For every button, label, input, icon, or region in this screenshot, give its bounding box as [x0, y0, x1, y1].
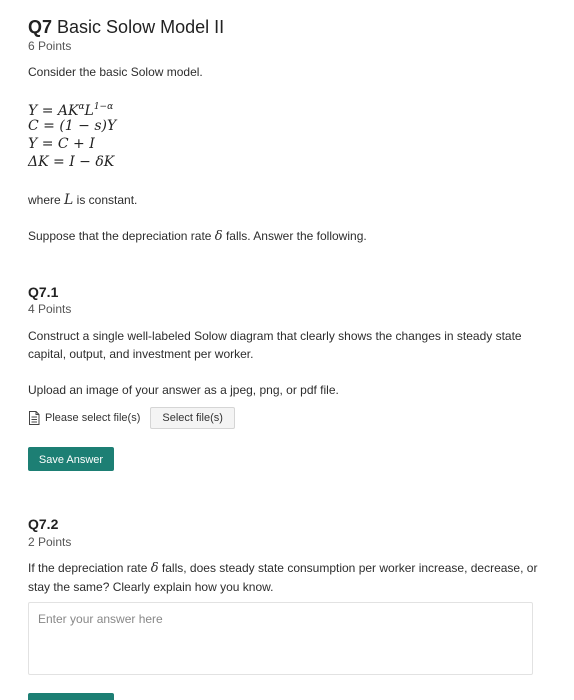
- q72-title: Q7.2: [28, 516, 59, 532]
- question-intro: Consider the basic Solow model.: [28, 65, 203, 79]
- q72-prompt: If the depreciation rate δ falls, does steady state consumption per worker increase, decrease, or stay the same? Clearly explain how you know.: [28, 561, 538, 594]
- equation-production: $Y = AK^\alpha L^{1-\alpha}$: [28, 102, 114, 119]
- q72-answer-input[interactable]: [28, 602, 533, 675]
- where-text: where L is constant.: [28, 192, 138, 208]
- file-upload-row: [28, 406, 235, 430]
- q71-upload-text: Upload an image of your answer as a jpeg, png, or pdf file.: [28, 383, 339, 397]
- question-number: Q7: [28, 17, 53, 37]
- q71-points: 4 Points: [28, 302, 72, 316]
- q71-prompt: Construct a single well-labeled Solow diagram that clearly shows the changes in steady state capital, output, and investment per worker.: [28, 329, 522, 361]
- q72-save-answer-button[interactable]: [28, 693, 114, 700]
- suppose-text: Suppose that the depreciation rate δ falls. Answer the following.: [28, 229, 367, 244]
- q71-title: Q7.1: [28, 284, 59, 300]
- question-title: [28, 16, 224, 38]
- save-answer-button[interactable]: Save Answer: [28, 447, 114, 471]
- equation-capital: ΔK = I − δK: [28, 154, 115, 170]
- file-icon: [28, 411, 40, 425]
- equation-consumption: C = (1 − s)Y: [28, 118, 117, 134]
- question-title-text: Basic Solow Model II: [57, 17, 225, 37]
- file-select-label: Please select file(s): [45, 412, 141, 424]
- select-files-button[interactable]: Select file(s): [150, 407, 235, 429]
- equation-output: Y = C + I: [28, 136, 95, 152]
- question-points: 6 Points: [28, 39, 72, 53]
- q72-points: 2 Points: [28, 535, 72, 549]
